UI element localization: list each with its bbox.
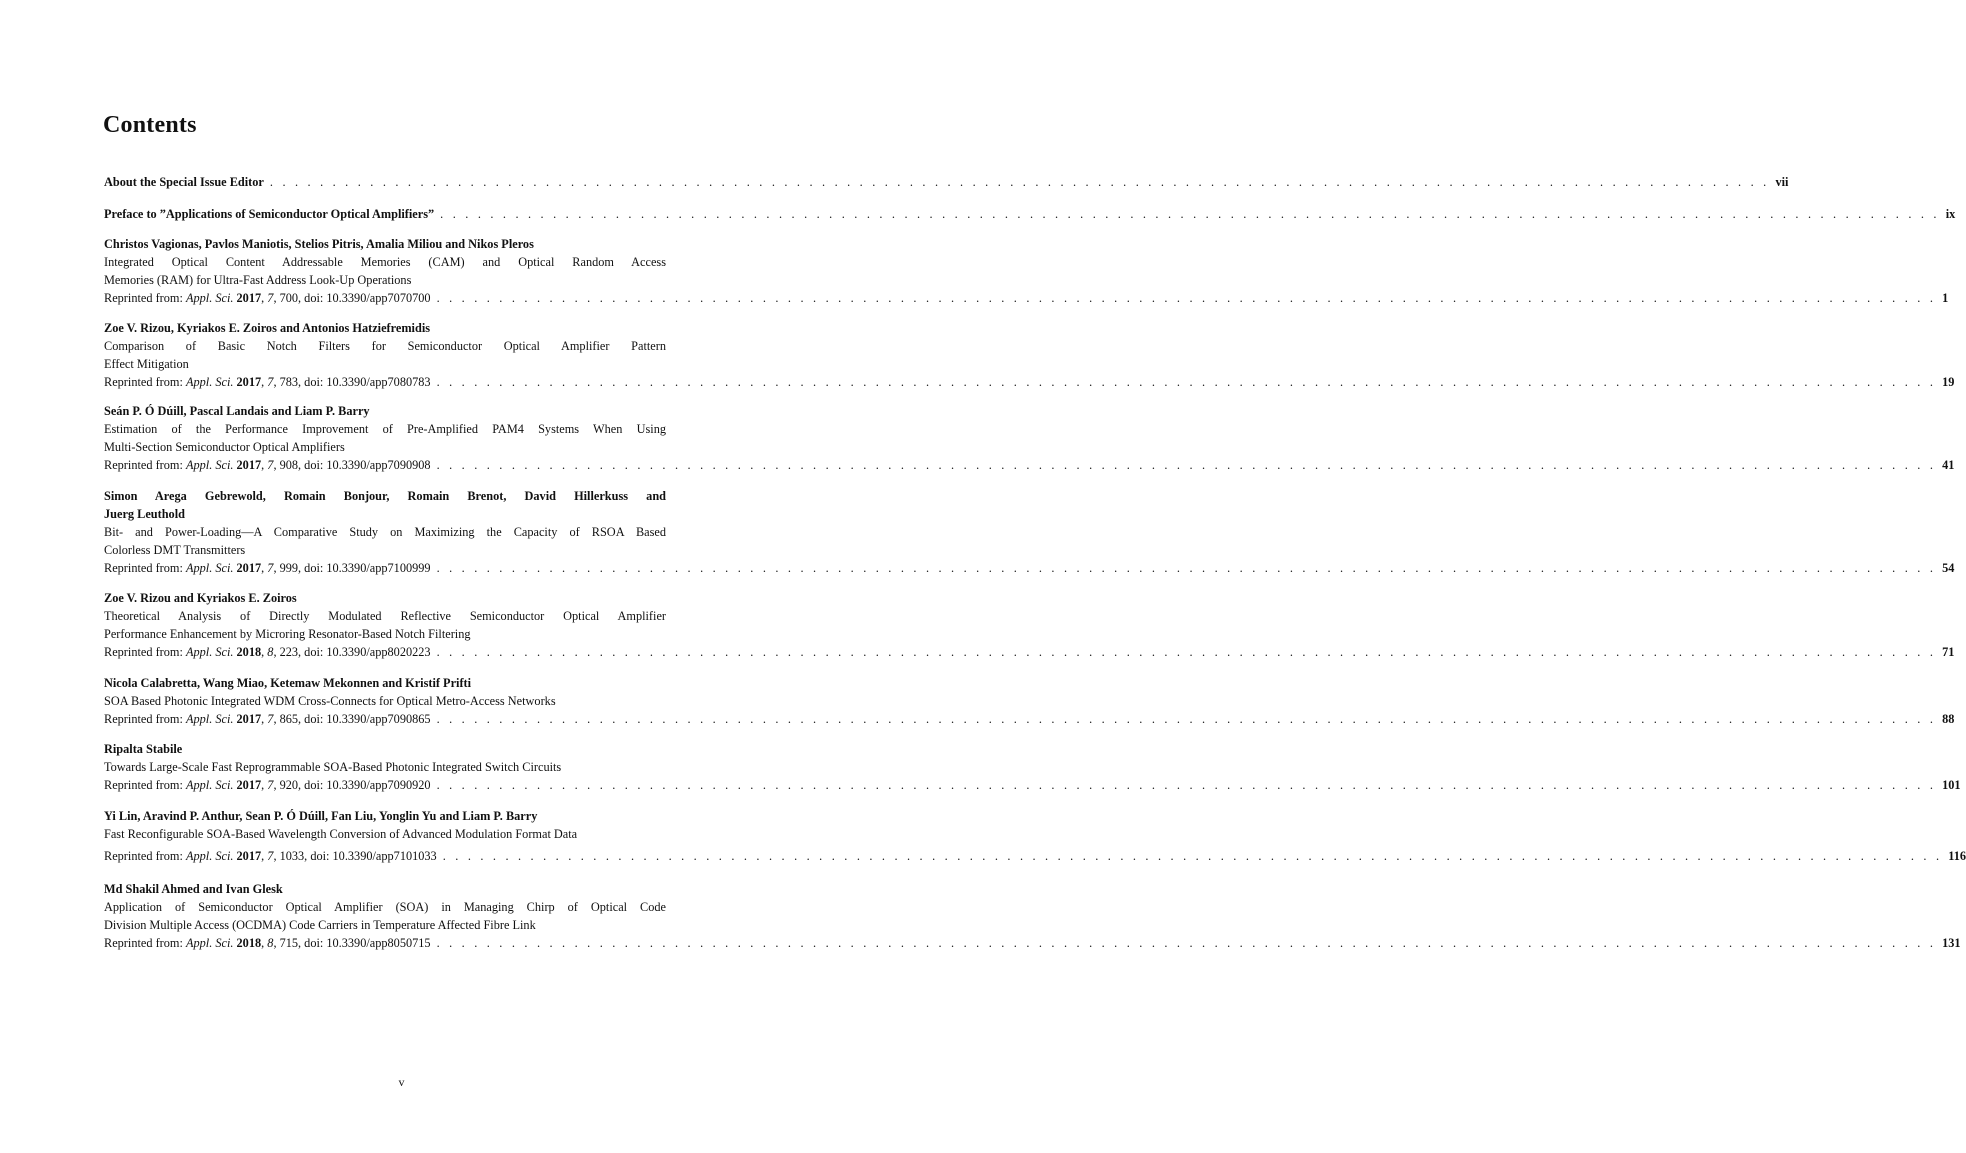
leader-line [104, 710, 1955, 728]
toc-entry[interactable] [104, 589, 1955, 661]
volume: 7 [267, 458, 274, 472]
page-ref[interactable]: 116 [1948, 849, 1966, 863]
volume: 7 [267, 561, 274, 575]
entry-text: Reprinted from: Appl. Sci. 2017, 7, 999, doi: 10.3390/app7100999 [104, 561, 431, 575]
page-ref[interactable]: 1 [1942, 291, 1949, 305]
entry-authors: Zoe V. Rizou and Kyriakos E. Zoiros [104, 591, 297, 605]
volume: 7 [267, 375, 274, 389]
dot-leader: . . . . . . . . . . . . . . . . . . . . . . . . . . . . . . . . . . . . . . . . . . . . . . . . . . . . . . . . . . . . . . . . . . . . . . . . . . . . . . . . . . . . . . . . . . . . . . . . . . . . . . . . . . . . . . . . . . . . . . . . [440, 207, 1940, 221]
toc-entry[interactable] [104, 402, 1955, 474]
toc-entry[interactable] [104, 880, 1961, 952]
year: 2017 [236, 778, 262, 792]
toc-front-entry[interactable] [104, 205, 1956, 223]
entry-title[interactable]: Towards Large-Scale Fast Reprogrammable SOA-Based Photonic Integrated Switch Circuits [104, 760, 562, 774]
volume: 7 [267, 778, 274, 792]
entry-authors: Yi Lin, Aravind P. Anthur, Sean P. Ó Dúill, Fan Liu, Yonglin Yu and Liam P. Barry [104, 809, 538, 823]
journal-name: Appl. Sci. [185, 849, 234, 863]
entry-authors: Nicola Calabretta, Wang Miao, Ketemaw Mekonnen and Kristif Prifti [104, 676, 472, 690]
entry-authors: Zoe V. Rizou, Kyriakos E. Zoiros and Antonios Hatziefremidis [104, 321, 431, 335]
toc-front-entry[interactable] [104, 173, 1789, 191]
dot-leader: . . . . . . . . . . . . . . . . . . . . . . . . . . . . . . . . . . . . . . . . . . . . . . . . . . . . . . . . . . . . . . . . . . . . . . . . . . . . . . . . . . . . . . . . . . . . . . . . . . . . . . . . . . . . . . . . . . . . . . . . [436, 291, 1937, 305]
entry-text: Reprinted from: Appl. Sci. 2017, 7, 865, doi: 10.3390/app7090865 [104, 712, 431, 726]
volume: 8 [267, 645, 274, 659]
entry-authors: Ripalta Stabile [104, 742, 183, 756]
dot-leader: . . . . . . . . . . . . . . . . . . . . . . . . . . . . . . . . . . . . . . . . . . . . . . . . . . . . . . . . . . . . . . . . . . . . . . . . . . . . . . . . . . . . . . . . . . . . . . . . . . . . . . . . . . . . . . . . . . . . . . . . [436, 712, 1937, 726]
journal-name: Appl. Sci. [185, 936, 234, 950]
leader-line [104, 776, 1961, 794]
toc-entry[interactable] [104, 674, 1955, 728]
year: 2017 [236, 291, 262, 305]
entry-text: Reprinted from: Appl. Sci. 2017, 7, 920, doi: 10.3390/app7090920 [104, 778, 431, 792]
journal-name: Appl. Sci. [185, 291, 234, 305]
entry-title[interactable]: Memories (RAM) for Ultra-Fast Address Look-Up Operations [104, 273, 412, 287]
entry-title[interactable]: Colorless DMT Transmitters [104, 543, 246, 557]
volume: 7 [267, 712, 274, 726]
page-ref[interactable]: 19 [1942, 375, 1955, 389]
leader-line [104, 934, 1961, 952]
leader-line [104, 205, 1956, 223]
entry-text: Preface to ”Applications of Semiconductor Optical Amplifiers” [104, 207, 435, 221]
dot-leader: . . . . . . . . . . . . . . . . . . . . . . . . . . . . . . . . . . . . . . . . . . . . . . . . . . . . . . . . . . . . . . . . . . . . . . . . . . . . . . . . . . . . . . . . . . . . . . . . . . . . . . . . . . . . . . . . . . . . . . . . [269, 175, 1770, 189]
year: 2017 [236, 849, 262, 863]
entry-text: Reprinted from: Appl. Sci. 2017, 7, 700, doi: 10.3390/app7070700 [104, 291, 431, 305]
entry-title[interactable]: Multi-Section Semiconductor Optical Amplifiers [104, 440, 345, 454]
dot-leader: . . . . . . . . . . . . . . . . . . . . . . . . . . . . . . . . . . . . . . . . . . . . . . . . . . . . . . . . . . . . . . . . . . . . . . . . . . . . . . . . . . . . . . . . . . . . . . . . . . . . . . . . . . . . . . . . . . . . . . . . [436, 375, 1937, 389]
leader-line [104, 559, 1955, 577]
dot-leader: . . . . . . . . . . . . . . . . . . . . . . . . . . . . . . . . . . . . . . . . . . . . . . . . . . . . . . . . . . . . . . . . . . . . . . . . . . . . . . . . . . . . . . . . . . . . . . . . . . . . . . . . . . . . . . . . . . . . . . . . [436, 458, 1937, 472]
page-ref[interactable]: 71 [1942, 645, 1955, 659]
entry-title[interactable]: Comparison of Basic Notch Filters for Semiconductor Optical Amplifier Pattern [104, 339, 666, 353]
leader-line [104, 643, 1955, 661]
volume: 8 [267, 936, 274, 950]
entry-title[interactable]: Performance Enhancement by Microring Resonator-Based Notch Filtering [104, 627, 471, 641]
entry-title[interactable]: Effect Mitigation [104, 357, 189, 371]
page-ref[interactable]: 41 [1942, 458, 1955, 472]
entry-title[interactable]: Fast Reconfigurable SOA-Based Wavelength Conversion of Advanced Modulation Format Data [104, 827, 578, 841]
entry-authors: Juerg Leuthold [104, 507, 185, 521]
dot-leader: . . . . . . . . . . . . . . . . . . . . . . . . . . . . . . . . . . . . . . . . . . . . . . . . . . . . . . . . . . . . . . . . . . . . . . . . . . . . . . . . . . . . . . . . . . . . . . . . . . . . . . . . . . . . . . . . . . . . . . . . [436, 645, 1937, 659]
dot-leader: . . . . . . . . . . . . . . . . . . . . . . . . . . . . . . . . . . . . . . . . . . . . . . . . . . . . . . . . . . . . . . . . . . . . . . . . . . . . . . . . . . . . . . . . . . . . . . . . . . . . . . . . . . . . . . . . . . . . . . . . [442, 849, 1943, 863]
year: 2017 [236, 712, 262, 726]
entry-title[interactable]: SOA Based Photonic Integrated WDM Cross-Connects for Optical Metro-Access Networks [104, 694, 556, 708]
entry-title[interactable]: Bit- and Power-Loading—A Comparative Study on Maximizing the Capacity of RSOA Based [104, 525, 666, 539]
toc-entry[interactable] [104, 235, 1949, 307]
entry-authors: Christos Vagionas, Pavlos Maniotis, Stelios Pitris, Amalia Miliou and Nikos Pleros [104, 237, 534, 251]
year: 2017 [236, 375, 262, 389]
entry-text: Reprinted from: Appl. Sci. 2017, 7, 783, doi: 10.3390/app7080783 [104, 375, 431, 389]
toc-entry[interactable] [104, 740, 1961, 794]
entry-text: Reprinted from: Appl. Sci. 2017, 7, 908, doi: 10.3390/app7090908 [104, 458, 431, 472]
page-ref[interactable]: 88 [1942, 712, 1955, 726]
journal-name: Appl. Sci. [185, 778, 234, 792]
page-ref[interactable]: ix [1945, 207, 1956, 221]
entry-title[interactable]: Application of Semiconductor Optical Amplifier (SOA) in Managing Chirp of Optical Code [104, 900, 666, 914]
entry-authors: Md Shakil Ahmed and Ivan Glesk [104, 882, 283, 896]
page-ref[interactable]: 54 [1942, 561, 1955, 575]
leader-line [104, 289, 1949, 307]
entry-text: Reprinted from: Appl. Sci. 2018, 8, 715, doi: 10.3390/app8050715 [104, 936, 431, 950]
dot-leader: . . . . . . . . . . . . . . . . . . . . . . . . . . . . . . . . . . . . . . . . . . . . . . . . . . . . . . . . . . . . . . . . . . . . . . . . . . . . . . . . . . . . . . . . . . . . . . . . . . . . . . . . . . . . . . . . . . . . . . . . [436, 936, 1937, 950]
volume: 7 [267, 291, 274, 305]
toc-entry[interactable] [104, 807, 1966, 865]
entry-authors: Seán P. Ó Dúill, Pascal Landais and Liam P. Barry [104, 404, 370, 418]
entry-title[interactable]: Integrated Optical Content Addressable Memories (CAM) and Optical Random Access [104, 255, 666, 269]
dot-leader: . . . . . . . . . . . . . . . . . . . . . . . . . . . . . . . . . . . . . . . . . . . . . . . . . . . . . . . . . . . . . . . . . . . . . . . . . . . . . . . . . . . . . . . . . . . . . . . . . . . . . . . . . . . . . . . . . . . . . . . . [436, 778, 1937, 792]
entry-title[interactable]: Theoretical Analysis of Directly Modulated Reflective Semiconductor Optical Amplifier [104, 609, 666, 623]
leader-line [104, 373, 1955, 391]
year: 2018 [236, 936, 262, 950]
toc-entry[interactable] [104, 319, 1955, 391]
leader-line [104, 847, 1966, 865]
entry-title[interactable]: Division Multiple Access (OCDMA) Code Carriers in Temperature Affected Fibre Link [104, 918, 536, 932]
year: 2017 [236, 458, 262, 472]
leader-line [104, 173, 1789, 191]
entry-text: Reprinted from: Appl. Sci. 2018, 8, 223, doi: 10.3390/app8020223 [104, 645, 431, 659]
entry-title[interactable]: Estimation of the Performance Improvement of Pre-Amplified PAM4 Systems When Using [104, 422, 666, 436]
page-ref[interactable]: 131 [1942, 936, 1961, 950]
journal-name: Appl. Sci. [185, 645, 234, 659]
page-ref[interactable]: vii [1775, 175, 1789, 189]
volume: 7 [267, 849, 274, 863]
journal-name: Appl. Sci. [185, 712, 234, 726]
entry-text: Reprinted from: Appl. Sci. 2017, 7, 1033, doi: 10.3390/app7101033 [104, 849, 437, 863]
toc-entry[interactable] [104, 487, 1955, 577]
entry-authors: Simon Arega Gebrewold, Romain Bonjour, Romain Brenot, David Hillerkuss and [104, 489, 666, 503]
page-title: Contents [103, 112, 197, 138]
journal-name: Appl. Sci. [185, 561, 234, 575]
journal-name: Appl. Sci. [185, 458, 234, 472]
dot-leader: . . . . . . . . . . . . . . . . . . . . . . . . . . . . . . . . . . . . . . . . . . . . . . . . . . . . . . . . . . . . . . . . . . . . . . . . . . . . . . . . . . . . . . . . . . . . . . . . . . . . . . . . . . . . . . . . . . . . . . . . [436, 561, 1937, 575]
page-ref[interactable]: 101 [1942, 778, 1961, 792]
page-number: v [398, 1075, 405, 1089]
journal-name: Appl. Sci. [185, 375, 234, 389]
leader-line [104, 456, 1955, 474]
year: 2018 [236, 645, 262, 659]
year: 2017 [236, 561, 262, 575]
entry-text: About the Special Issue Editor [104, 175, 264, 189]
